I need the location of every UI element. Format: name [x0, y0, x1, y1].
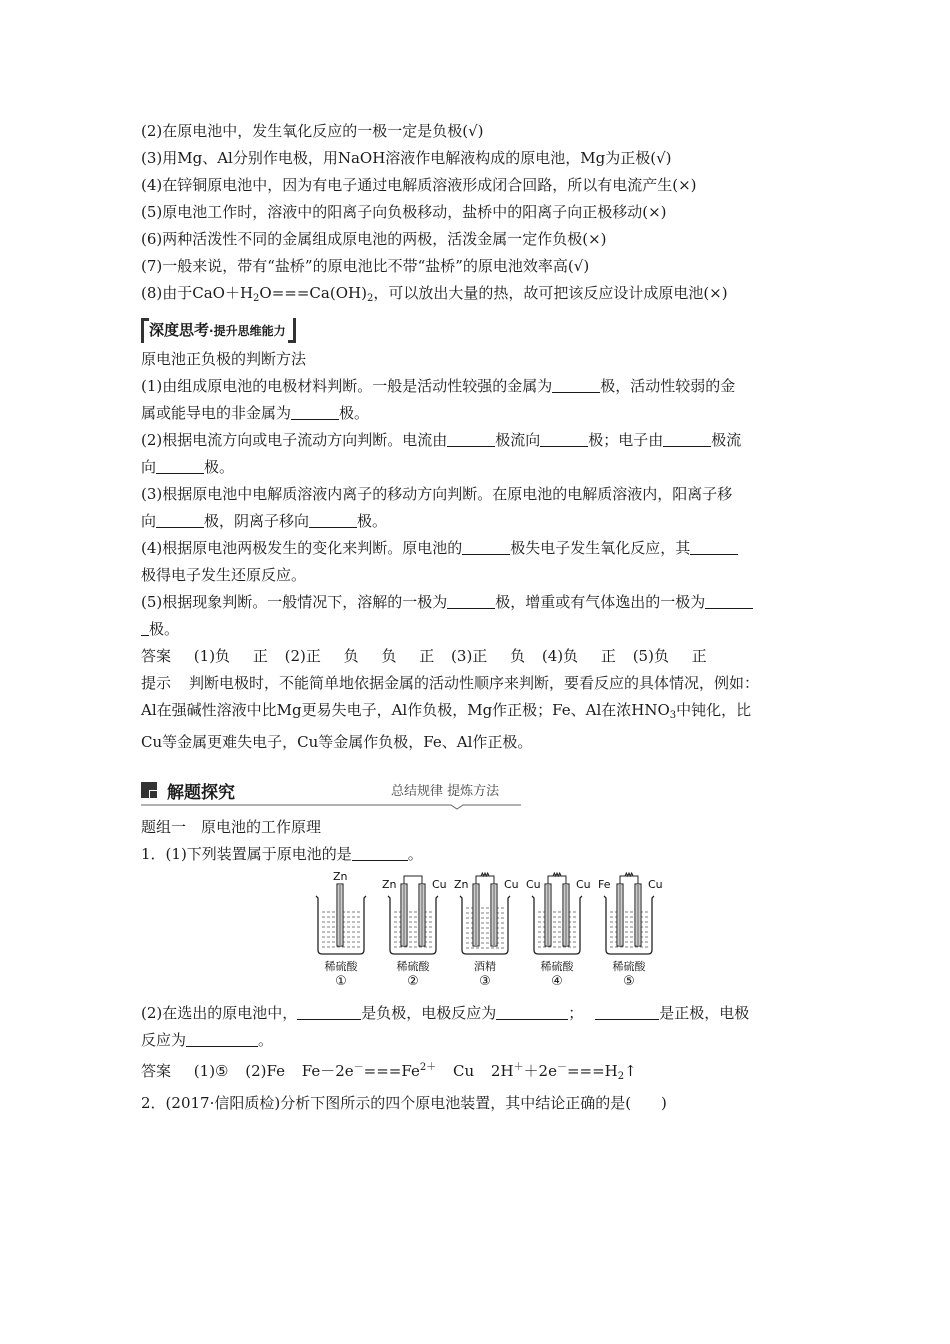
section-title: 解题探究 — [167, 783, 235, 803]
deep-think-dot: · — [209, 324, 214, 338]
paragraph: 属或能导电的非金属为 极。 — [141, 404, 370, 422]
beaker-outline — [604, 896, 654, 954]
deep-think-intro: 原电池正负极的判断方法 — [141, 350, 307, 368]
electrode-label-right: Cu — [504, 878, 519, 891]
beaker-number: ④ — [551, 974, 563, 989]
judge-item: (3)用Mg、Al分别作电极，用NaOH溶液作电解液构成的原电池，Mg为正极(√) — [141, 149, 672, 167]
electrode-label-left: Fe — [598, 878, 611, 891]
beaker-number: ② — [407, 974, 419, 989]
deep-think-hint-line: Cu等金属更难失电子，Cu等金属作负极，Fe、Al作正极。 — [141, 733, 533, 751]
paragraph: 向 极，阴离子移向 极。 — [141, 512, 388, 530]
answer-blank[interactable] — [496, 1003, 568, 1020]
deep-think-title: 深度思考 — [149, 321, 210, 339]
answer-blank[interactable] — [156, 457, 204, 474]
deep-think-hint-line: Al在强碱性溶液中比Mg更易失电子，Al作负极，Mg作正极；Fe、Al在浓$HNO_3$中钝化，比 — [141, 701, 752, 721]
wire — [548, 876, 566, 884]
answer-blank[interactable] — [690, 538, 738, 555]
liquid-label: 稀硫酸 — [540, 960, 574, 973]
beaker-outline — [532, 896, 582, 954]
electrode-core — [339, 884, 342, 946]
electrode-core — [565, 884, 568, 946]
paragraph: (5)根据现象判断。一般情况下，溶解的一极为 极，增重或有气体逸出的一极为 — [141, 589, 821, 616]
deep-think-answer: 答案 (1)负 正 (2)正 负 负 正 (3)正 负 (4)负 正 (5)负 正 — [141, 647, 707, 665]
judge-item: (5)原电池工作时，溶液中的阳离子向负极移动，盐桥中的阳离子向正极移动(×) — [141, 203, 667, 221]
beaker-number: ① — [335, 974, 347, 989]
answer-blank[interactable] — [447, 430, 495, 447]
bracket-left-icon — [141, 318, 149, 343]
answer-blank[interactable] — [156, 511, 204, 528]
beaker-outline — [460, 896, 510, 954]
answer-blank[interactable] — [297, 1003, 361, 1020]
deep-think-hint: 提示 判断电极时，不能简单地依据金属的活动性顺序来判断，要看反应的具体情况，例如： — [141, 674, 760, 692]
judge-item: (6)两种活泼性不同的金属组成原电池的两极，活泼金属一定作负极(×) — [141, 230, 607, 248]
answer-blank[interactable] — [309, 511, 357, 528]
section-subtitle: 总结规律 提炼方法 — [391, 784, 500, 799]
deep-think-subtitle: 提升思维能力 — [213, 324, 286, 338]
answer-blank[interactable] — [595, 1003, 659, 1020]
electrode-core — [475, 884, 478, 946]
answer-blank[interactable] — [447, 592, 495, 609]
answer-blank[interactable] — [705, 592, 753, 609]
content — [141, 118, 821, 1117]
question-1-2: (2)在选出的原电池中， 是负极，电极反应为 ； 是正极，电极 — [141, 1004, 750, 1022]
group-title: 题组一 原电池的工作原理 — [141, 818, 322, 836]
electrode-label-left: Zn — [333, 870, 348, 883]
electrode-label-left: Zn — [382, 878, 397, 891]
judge-item: (2)在原电池中，发生氧化反应的一极一定是负极(√) — [141, 122, 484, 140]
paragraph: 极。 — [141, 616, 821, 643]
beaker-diagram — [305, 868, 665, 1000]
beaker-2 — [382, 876, 447, 989]
judge-list — [141, 118, 821, 312]
beaker-5 — [598, 873, 663, 989]
answer-blank[interactable] — [540, 430, 588, 447]
question-1: 1．(1)下列装置属于原电池的是 。 — [141, 845, 423, 863]
beaker-4 — [526, 873, 591, 989]
judge-item: (7)一般来说，带有“盐桥”的原电池比不带“盐桥”的原电池效率高(√) — [141, 257, 590, 275]
electrode-label-left: Cu — [526, 878, 541, 891]
paragraph: 向 极。 — [141, 458, 235, 476]
electrode-core — [493, 884, 496, 946]
liquid-label: 酒精 — [474, 960, 496, 973]
electrode-core — [421, 884, 424, 946]
section-header — [141, 774, 821, 814]
paragraph: (2)根据电流方向或电子流动方向判断。电流由 极流向 极；电子由 极流 — [141, 431, 742, 449]
paragraph: (4)根据原电池两极发生的变化来判断。原电池的 极失电子发生氧化反应，其 — [141, 535, 821, 562]
beaker-3 — [454, 873, 519, 989]
paragraph: 极得电子发生还原反应。 — [141, 566, 307, 584]
question-1-2-cont: 反应为 。 — [141, 1031, 274, 1049]
bracket-right-icon — [288, 318, 296, 343]
answer-blank[interactable] — [462, 538, 510, 555]
liquid-label: 稀硫酸 — [396, 960, 430, 973]
answer-blank[interactable] — [141, 619, 149, 636]
answer-blank[interactable] — [352, 844, 408, 861]
electrode-core — [403, 884, 406, 946]
beaker-number: ③ — [479, 974, 491, 989]
section-rule — [141, 802, 523, 810]
answer-blank[interactable] — [552, 376, 600, 393]
wire — [476, 876, 494, 884]
judge-item-8: (8)由于$CaO+H_2O===Ca(OH)_2$，可以放出大量的热，故可把该反应设计成原电池(×) — [141, 284, 728, 304]
section-square-icon — [141, 782, 157, 798]
electrode-label-right: Cu — [432, 878, 447, 891]
beaker-1 — [316, 870, 366, 989]
question-1-answer: 答案 (1)⑤ (2)Fe $Fe-2e^-===Fe^{2+}$ Cu $2H^++2e^-===H_2↑$ — [141, 1062, 637, 1082]
electrode-core — [619, 884, 622, 946]
paragraph: (3)根据原电池中电解质溶液内离子的移动方向判断。在原电池的电解质溶液内，阳离子移 — [141, 485, 733, 503]
wire — [620, 876, 638, 884]
liquid-label: 稀硫酸 — [324, 960, 358, 973]
answer-blank[interactable] — [663, 430, 711, 447]
answer-blank[interactable] — [186, 1030, 258, 1047]
electrode-core — [547, 884, 550, 946]
question-2: 2．(2017·信阳质检)分析下图所示的四个原电池装置，其中结论正确的是( ) — [141, 1094, 667, 1112]
paragraph: (1)由组成原电池的电极材料判断。一般是活动性较强的金属为 极，活动性较弱的金 — [141, 377, 736, 395]
electrode-label-right: Cu — [648, 878, 663, 891]
liquid-label: 稀硫酸 — [612, 960, 646, 973]
electrode-core — [637, 884, 640, 946]
judge-item: (4)在锌铜原电池中，因为有电子通过电解质溶液形成闭合回路，所以有电流产生(×) — [141, 176, 697, 194]
beaker-figure — [305, 868, 665, 1000]
wire — [404, 876, 422, 884]
answer-blank[interactable] — [291, 403, 339, 420]
deep-think-tag — [141, 318, 296, 342]
electrode-label-left: Zn — [454, 878, 469, 891]
beaker-outline — [388, 896, 438, 954]
electrode-label-right: Cu — [576, 878, 591, 891]
beaker-number: ⑤ — [623, 974, 635, 989]
